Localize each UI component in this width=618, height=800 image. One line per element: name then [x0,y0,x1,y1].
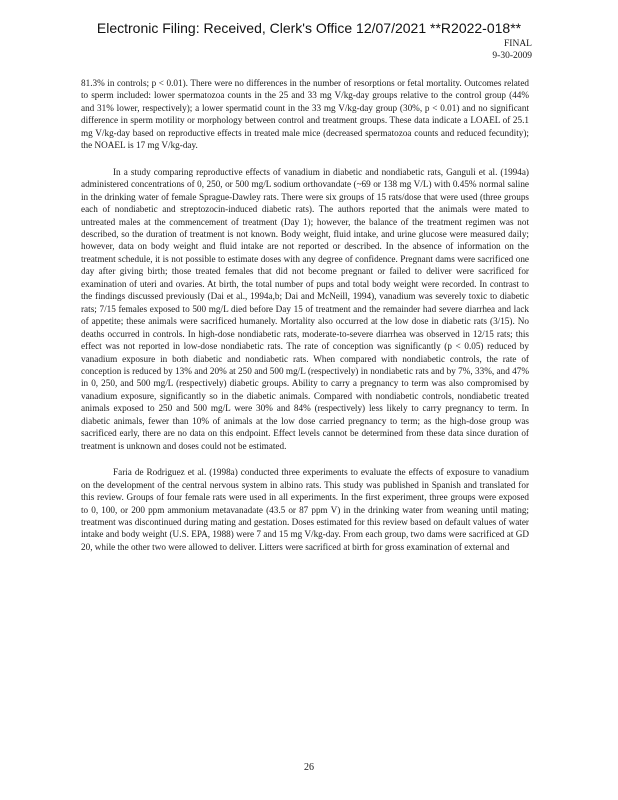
page-number: 26 [304,762,314,773]
paragraph-faria-study: Faria de Rodriguez et al. (1998a) conducted three experiments to evaluate the effects of exposure to vanadium on the development of the central nervous system in albino rats. This study was published in Spanish and translated for this review. Groups of four female rats were used in all experiments. In the first experiment, three groups were exposed to 0, 100, or 200 ppm ammonium metavanadate (43.5 or 87 ppm V) in the drinking water from weaning until mating; treatment was discontinued during mating and gestation. Doses estimated for this review based on default values of water intake and body weight (U.S. EPA, 1988) were 7 and 15 mg V/kg-day. From each group, two dams were sacrificed at GD 20, while the other two were allowed to deliver. Litters were sacrificed at birth for gross examination of external and [81,467,529,552]
paragraph-continuation: 81.3% in controls; p < 0.01). There were no differences in the number of resorptions or fetal mortality. Outcomes related to sperm included: lower spermatozoa counts in the 25 and 33 mg V/kg-day groups relative to the control group (44% and 31% lower, respectively); a lower spermatid count in the 33 mg V/kg-day group (30%, p < 0.01) and no significant difference in sperm motility or morphology between control and treatment groups. These data indicate a LOAEL of 25.1 mg V/kg-day based on reproductive effects in treated male mice (decreased spermatozoa counts and reduced fecundity); the NOAEL is 17 mg V/kg-day. [81,78,529,151]
document-body [81,77,529,553]
final-label: FINAL [504,39,532,49]
draft-date-block [492,38,532,62]
document-date: 9-30-2009 [492,51,532,61]
electronic-filing-header: Electronic Filing: Received, Clerk's Office 12/07/2021 **R2022-018** [96,20,522,36]
paragraph-ganguli-study: In a study comparing reproductive effects of vanadium in diabetic and nondiabetic rats, Ganguli et al. (1994a) administered concentrations of 0, 250, or 500 mg/L sodium orthovandate (~69 or 138 mg V/L) with 0.45% normal saline in the drinking water of female Sprague-Dawley rats. There were six groups of 15 rats/dose that were used (three groups each of nondiabetic and streptozocin-induced diabetic rats). The authors reported that the animals were mated to untreated males at the commencement of treatment (Day 1); however, the balance of the treatment regimen was not described, so the duration of treatment is not known. Body weight, fluid intake, and urine glucose were measured daily; however, data on body weight and fluid intake are not reported or described. In the absence of information on the treatment schedule, it is not possible to estimate doses with any degree of confidence. Pregnant dams were sacrificed one day after giving birth; those treated females that did not become pregnant or failed to deliver were sacrificed for examination of uteri and ovaries. At birth, the total number of pups and total body weight were recorded. In contrast to the findings discussed previously (Dai et al., 1994a,b; Dai and McNeill, 1994), vanadium was severely toxic to diabetic rats; 7/15 females exposed to 500 mg/L died before Day 15 of treatment and the remainder had severe diarrhea and lack of appetite; these animals were sacrificed humanely. Mortality also occurred at the low dose in diabetic rats (3/15). No deaths occurred in controls. In high-dose nondiabetic rats, moderate-to-severe diarrhea was observed in 12/15 rats; this effect was not reported in low-dose nondiabetic rats. The rate of conception was significantly (p < 0.05) reduced by vanadium exposure in both diabetic and nondiabetic rats. When compared with nondiabetic controls, the rate of conception is reduced by 13% and 20% at 250 and 500 mg/L (respectively) in nondiabetic rats and by 7%, 33%, and 47% in 0, 250, and 500 mg/L (respectively) diabetic groups. Ability to carry a pregnancy to term was also compromised by vanadium exposure, significantly so in the diabetic animals. Compared with nondiabetic controls, nondiabetic treated animals exposed to 250 and 500 mg/L were 30% and 84% (respectively) less likely to carry pregnancy to term. In diabetic animals, fewer than 10% of animals at the low dose carried pregnancy to term; as the high-dose group was sacrificed early, there are no data on this endpoint. Effect levels cannot be determined from these data since duration of treatment is unknown and doses could not be estimated. [81,166,529,451]
